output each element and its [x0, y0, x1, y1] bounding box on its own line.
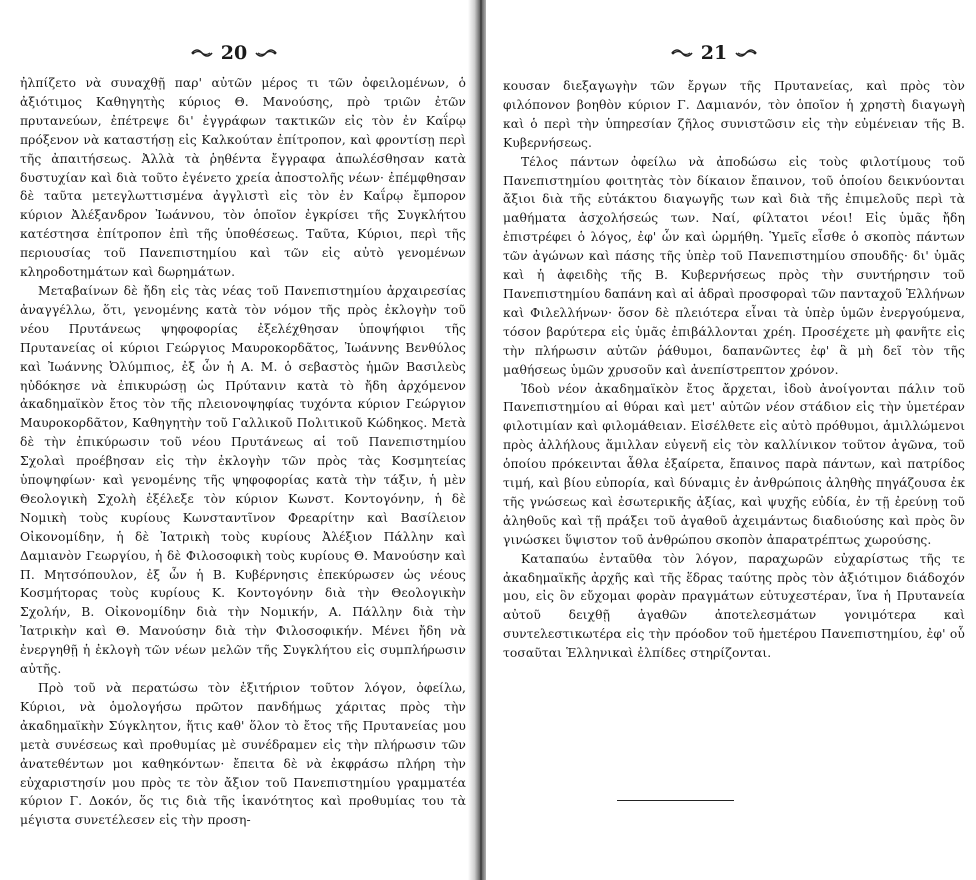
page-number: 21: [700, 42, 728, 64]
right-page-body: [503, 77, 965, 663]
paragraph: κουσαν διεξαγωγὴν τῶν ἔργων τῆς Πρυτανείας, καὶ πρὸς τὸν φιλόπονον βοηθὸν κύριον Γ. Δαμιανόν, τὸν ὁποῖον ἡ χρηστὴ διαγωγὴ καὶ ὁ περὶ τὴν ὑπηρεσίαν ζῆλος συνιστῶσιν εἰς τὴν εὐμένειαν τῆς Β. Κυβερνήσεως.: [503, 79, 965, 150]
ornament-right-icon: [735, 47, 757, 59]
left-page: [0, 0, 478, 880]
paragraph: Τέλος πάντων ὀφείλω νὰ ἀποδώσω εἰς τοὺς φιλοτίμους τοῦ Πανεπιστημίου φοιτητὰς τὸν δίκαιον ἔπαινον, τοῦ ὁποίου δεικνύονται ἄξιοι διὰ τῆς εὐτάκτου διαγωγῆς των καὶ διὰ τῆς ἐπιμελοῦς περὶ τὰ μαθήματα ἀσχολήσεώς των. Ναί, φίλτατοι νέοι! Εἰς ὑμᾶς ἤδη ἐπιστρέφει ὁ λόγος, ἐφ' ὧν καὶ ὡρμήθη. Ὑμεῖς εἶσθε ὁ σκοπὸς πάντων τῶν ἀγώνων καὶ πάσης τῆς ὑπὲρ τοῦ Πανεπιστημίου σπουδῆς· δι' ὑμᾶς καὶ ἡ ἀφειδὴς τῆς Β. Κυβερνήσεως πρὸς τὴν συντήρησιν τοῦ Πανεπιστημίου δαπάνη καὶ αἱ ἁδραὶ προσφοραὶ τῶν πανταχοῦ Ἑλλήνων καὶ Φιλελλήνων· ὅσον δὲ πλειότερα εἶναι τὰ ὑπὲρ ὑμῶν ἐνεργούμενα, τόσον βαρύτερα εἰς ὑμᾶς ἐπιβάλλονται χρέη. Προσέχετε μὴ φανῆτε εἰς τὴν πλήρωσιν αὐτῶν ῥάθυμοι, δαπανῶντες ἐφ' ἃ μὴ δεῖ τὸν τῆς μαθήσεως ὑμῶν χρυσοῦν καὶ ἀνεπίστρεπτον χρόνον.: [503, 154, 965, 377]
closing-rule: [617, 800, 734, 801]
right-page: [486, 0, 976, 880]
left-page-header: [184, 42, 284, 64]
ornament-left-icon: [671, 47, 693, 59]
page-number: 20: [220, 42, 248, 64]
paragraph: Πρὸ τοῦ νὰ περατώσω τὸν ἐξιτήριον τοῦτον λόγον, ὀφείλω, Κύριοι, νὰ ὁμολογήσω πρῶτον πανδήμως χάριτας πρὸς τὴν ἀκαδημαϊκὴν Σύγκλητον, ἥτις καθ' ὅλον τὸ ἔτος τῆς Πρυτανείας μου μετὰ συνέσεως καὶ προθυμίας μὲ συνέδραμεν εἰς τὴν πλήρωσιν τῶν ἀνατεθέντων μοι καθηκόντων· ἔπειτα δὲ νὰ ἐκφράσω πλήρη τὴν εὐχαριστησίν μου πρὸς τε τὸν ἄξιον τοῦ Πανεπιστημίου γραμματέα κύριον Γ. Δοκόν, ὅς τις διὰ τῆς ἱκανότητος καὶ προθυμίας του τὰ μέγιστα συνετέλεσεν εἰς τὴν προση-: [20, 681, 466, 828]
right-page-header: [664, 42, 764, 64]
left-page-body: [20, 74, 466, 830]
ornament-left-icon: [191, 47, 213, 59]
paragraph: Μεταβαίνων δὲ ἤδη εἰς τὰς νέας τοῦ Πανεπιστημίου ἀρχαιρεσίας ἀναγγέλλω, ὅτι, γενομένης κατὰ τὸν νόμον τῆς πρὸς ἐκλογὴν τοῦ νέου Πρυτάνεως ψηφοφορίας ἐξελέχθησαν ὑποψήφιοι τῆς Πρυτανείας οἱ κύριοι Γεώργιος Μαυροκορδᾶτος, Ἰωάννης Βενθύλος καὶ Ἰωάννης Ὀλύμπιος, ἐξ ὧν ἡ Α. Μ. ὁ σεβαστὸς ἡμῶν Βασιλεὺς ηὐδόκησε νὰ ἐπικυρώσῃ ὡς Πρύτανιν κατὰ τὸ ἤδη ἀρχόμενον ἀκαδημαϊκὸν ἔτος τὸν τῆς πλειονοψηφίας τυχόντα κύριον Γεώργιον Μαυροκορδᾶτον, Καθηγητὴν τοῦ Γαλλικοῦ Πολιτικοῦ Κώδηκος. Μετὰ δὲ τὴν ἐπικύρωσιν τοῦ νέου Πρυτάνεως αἱ τοῦ Πανεπιστημίου Σχολαὶ προέβησαν εἰς τὴν ἐκλογὴν τῶν πρὸς τὰς Κοσμητείας ὑποψηφίων· καὶ γενομένης τῆς ψηφοφορίας κατὰ τὴν τάξιν, ἡ μὲν Θεολογικὴ Σχολὴ ἐξέλεξε τὸν κύριον Κωνστ. Κοντογόνην, ἡ δὲ Νομικὴ τοὺς κυρίους Κωνσταντῖνον Φρεαρίτην καὶ Βασίλειον Οἰκονομίδην, ἡ δὲ Ἰατρικὴ τοὺς κυρίους Ἀλέξιον Πάλλην καὶ Δαμιανὸν Γεωργίου, ἡ δὲ Φιλοσοφικὴ τοὺς κυρίους Θ. Μανούσην καὶ Π. Μητσόπουλον, ἐξ ὧν ἡ Β. Κυβέρνησις ἐπεκύρωσεν ὡς νέους Κοσμήτορας τοὺς κυρίους Κ. Κοντογόνην διὰ τὴν Θεολογικὴν Σχολήν, Β. Οἰκονομίδην διὰ τὴν Νομικήν, Α. Πάλλην διὰ τὴν Ἰατρικὴν καὶ Θ. Μανούσην διὰ τὴν Φιλοσοφικήν. Μένει ἤδη νὰ ἐνεργηθῇ ἡ ἐκλογὴ τῶν νέων μελῶν τῆς Συγκλήτου εἰς συμπλήρωσιν αὐτῆς.: [20, 283, 466, 677]
paragraph: Ἰδοὺ νέον ἀκαδημαϊκὸν ἔτος ἄρχεται, ἰδοὺ ἀνοίγονται πάλιν τοῦ Πανεπιστημίου αἱ θύραι καὶ μετ' αὐτῶν νέον στάδιον εἰς τὴν ὑμετέραν φιλοτιμίαν καὶ φιλομάθειαν. Εἰσέλθετε εἰς αὐτὸ πρόθυμοι, ἁμιλλώμενοι πρὸς ἀλλήλους ἅμιλλαν εὐγενῆ εἰς τὸν καλλίνικον τοῦτον ἀγῶνα, τοῦ ὁποίου πρόκεινται ἆθλα ἐξαίρετα, ἔπαινος παρὰ πάντων, καὶ πατρίδος τιμή, καὶ βίου εὐπορία, καὶ δύναμις ἐν ἀνθρώποις ἀληθὴς πηγάζουσα ἐκ τῆς γνώσεως καὶ ἐσωτερικῆς ἀξίας, καὶ ψυχῆς εὐδία, ἐν τῇ ἐρεύνῃ τοῦ ἀληθοῦς καὶ τῇ πράξει τοῦ ἀγαθοῦ ἀχειμάντως διαδιούσης καὶ πρὸς ὃν γινώσκει ὕψιστον τοῦ ἀνθρώπου σκοπὸν ἀπαρατρέπτως χωρούσης.: [503, 381, 965, 547]
paragraph: ἠλπίζετο νὰ συναχθῇ παρ' αὐτῶν μέρος τι τῶν ὀφειλομένων, ὁ ἀξιότιμος Καθηγητὴς κύριος Θ. Μανούσης, πρὸ τριῶν ἐτῶν πρυτανεύων, ἐπέτρεψε δι' ἐγγράφων τακτικῶν εἰς τὸν ἐν Καΐρῳ πρόξενον νὰ καταστήσῃ εἰς Καλκούταν ἐπίτροπον, καὶ φροντίσῃ περὶ τῆς ἀπαιτήσεως. Ἀλλὰ τὰ ῥηθέντα ἔγγραφα ἀπωλέσθησαν κατὰ δυστυχίαν καὶ διὰ τοῦτο ἐγένετο χρεία ἀποστολῆς νέων· ἐπέμφθησαν δὲ ταῦτα μετεγλωττισμένα ἀγγλιστὶ εἰς τὸν ἐν Καΐρῳ ἔμπορον κύριον Ἀλέξανδρον Ἰωάννου, τὸν ὁποῖον ἐγκρίσει τῆς Συγκλήτου κατέστησα ἐπίτροπον ἐπὶ τῆς ὑποθέσεως. Ταῦτα, Κύριοι, περὶ τῆς περιουσίας τοῦ Πανεπιστημίου καὶ τῶν εἰς αὐτὸ γενομένων κληροδοτημάτων καὶ δωρημάτων.: [20, 76, 466, 280]
ornament-right-icon: [255, 47, 277, 59]
paragraph: Καταπαύω ἐνταῦθα τὸν λόγον, παραχωρῶν εὐχαρίστως τῆς τε ἀκαδημαϊκῆς ἀρχῆς καὶ τῆς ἕδρας ταύτης πρὸς τὸν ἀξιότιμον διάδοχόν μου, εἰς ὃν εὔχομαι φορὰν πραγμάτων εὐτυχεστέραν, ἵνα ἡ Πρυτανεία αὐτοῦ δειχθῇ ἀγαθῶν ἀποτελεσμάτων γονιμότερα καὶ συντελεστικωτέρα εἰς τὴν πρόοδον τοῦ ἡμετέρου Πανεπιστημίου, ἐφ' οὗ τοσαῦται Ἑλληνικαὶ ἐλπίδες στηρίζονται.: [503, 551, 965, 661]
